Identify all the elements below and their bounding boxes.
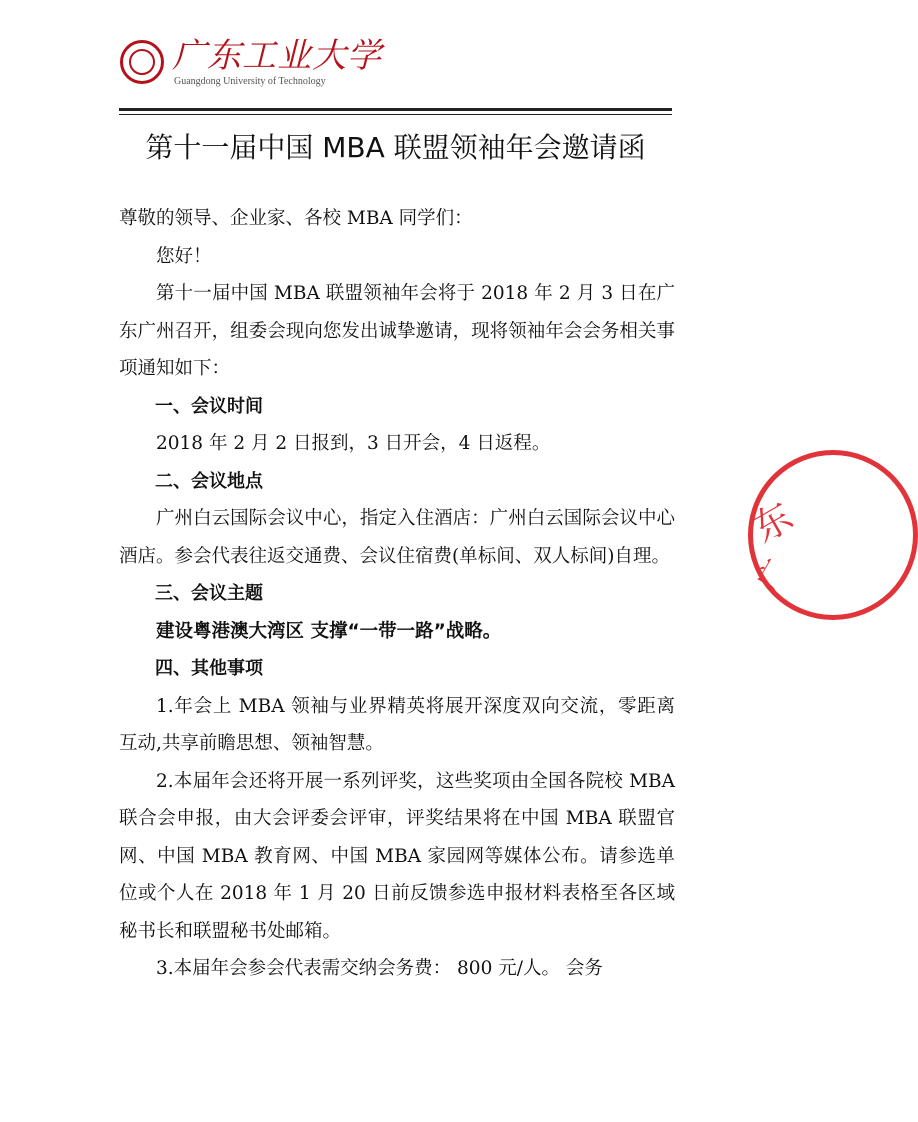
logo-english-name: Guangdong University of Technology xyxy=(174,76,326,87)
section-heading-other: 四、其他事项 xyxy=(155,658,263,679)
university-logo xyxy=(120,36,382,94)
document-title: 第十一届中国 MBA 联盟领袖年会邀请函 xyxy=(145,131,646,164)
logo-name: 广东工业大学 xyxy=(172,36,382,76)
section-heading-theme: 三、会议主题 xyxy=(155,583,263,604)
salutation: 尊敬的领导、企业家、各校 MBA 同学们： xyxy=(119,208,473,229)
stamp-char: 广 xyxy=(750,554,796,598)
letter-body xyxy=(119,200,675,988)
university-seal-icon xyxy=(120,40,164,84)
list-item: 1.年会上 MBA 领袖与业界精英将展开深度双向交流，零距离互动,共享前瞻思想、领袖智慧。 xyxy=(119,695,675,754)
section-heading-time: 一、会议时间 xyxy=(155,395,263,417)
intro-paragraph: 第十一届中国 MBA 联盟领袖年会将于 2018 年 2 月 3 日在广东广州召开，组委会现向您发出诚挚邀请，现将领袖年会会务相关事项通知如下： xyxy=(119,283,675,379)
greeting: 您好！ xyxy=(156,245,212,267)
list-item: 3.本届年会参会代表需交纳会务费： 800 元/人。 会务 xyxy=(156,958,603,979)
header-rule-thick xyxy=(119,108,672,111)
section-heading-location: 二、会议地点 xyxy=(155,470,263,492)
stamp-char: 东 xyxy=(745,493,801,552)
list-item: 2.本届年会还将开展一系列评奖，这些奖项由全国各院校 MBA 联合会申报，由大会评委会评审，评奖结果将在中国 MBA 联盟官网、中国 MBA 教育网、中国 MBA 家园网等媒体公布。请参选单位或个人在 2018 年 1 月 20 日前反馈参选申报材料表格至各区域秘书长和联盟秘书处邮箱。 xyxy=(119,770,675,942)
header-rule-thin xyxy=(119,114,672,115)
section-text-theme: 建设粤港澳大湾区 支撑“一带一路”战略。 xyxy=(156,620,502,642)
section-text-location: 广州白云国际会议中心，指定入住酒店：广州白云国际会议中心酒店。参会代表往返交通费、会议住宿费(单标间、双人标间)自理。 xyxy=(119,508,675,567)
section-text-time: 2018 年 2 月 2 日报到，3 日开会，4 日返程。 xyxy=(156,433,551,454)
